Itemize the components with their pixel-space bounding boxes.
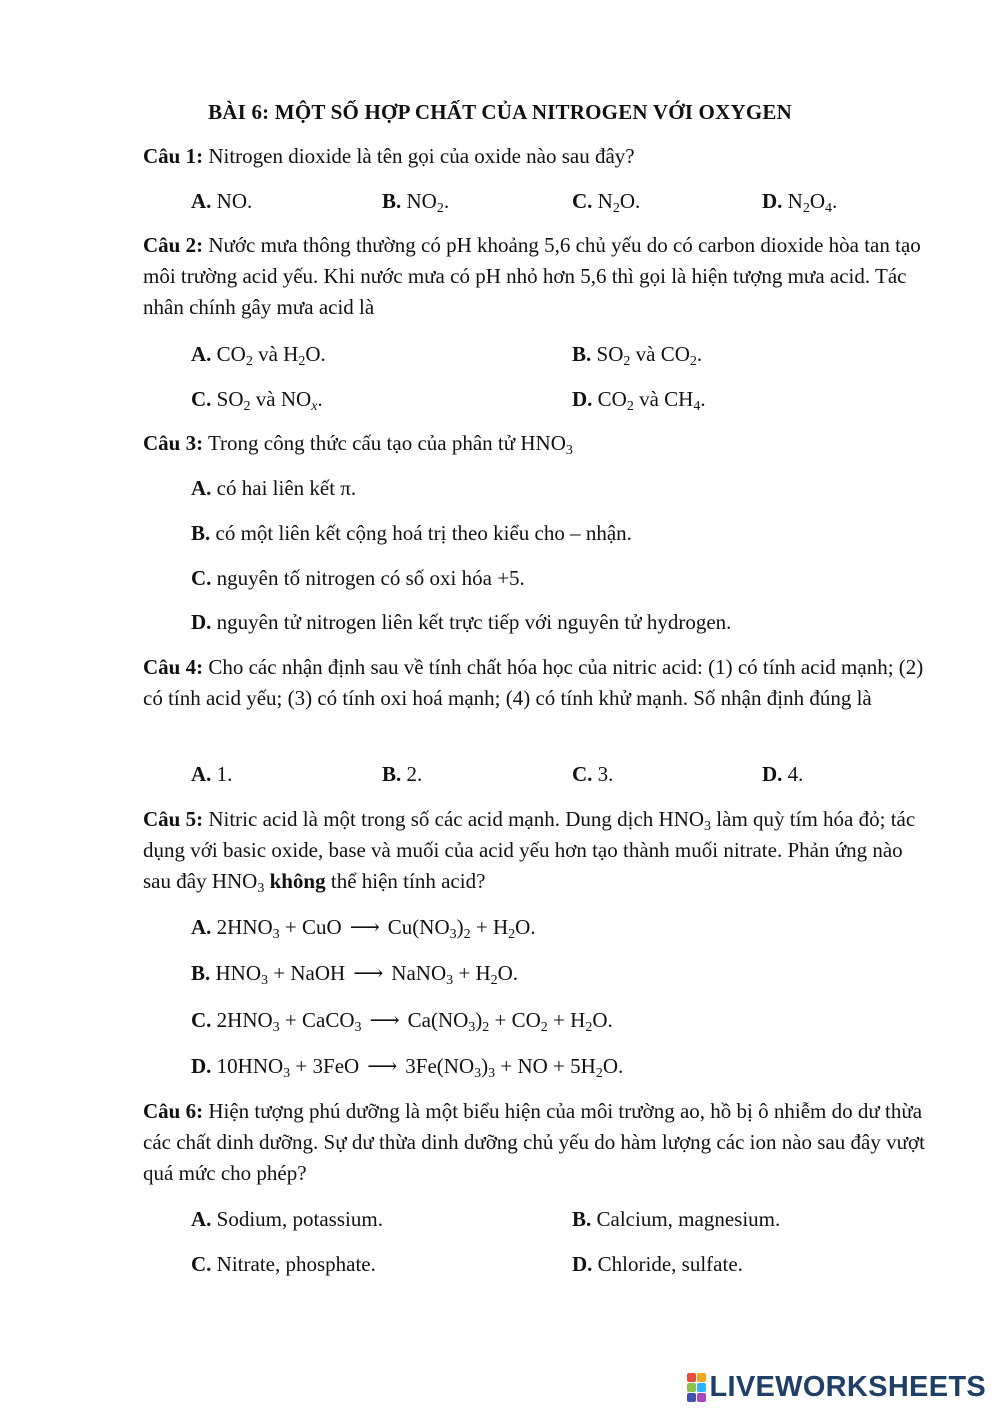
question-text: Nitrogen dioxide là tên gọi của oxide nào sau đây? [203, 144, 635, 168]
option-text: 4. [782, 762, 804, 786]
option-letter: C. [191, 387, 212, 411]
subscript: 3 [257, 881, 265, 896]
q1-option-a[interactable] [191, 187, 252, 215]
subscript: 2 [595, 1066, 603, 1081]
option-letter: B. [382, 189, 402, 213]
option-text: và H [252, 342, 299, 366]
option-letter: A. [191, 342, 212, 366]
option-letter: B. [191, 961, 211, 985]
option-text: 2. [401, 762, 423, 786]
q5-option-b[interactable] [191, 959, 518, 987]
subscript: 2 [298, 354, 306, 369]
question-text: Cho các nhận định sau về tính chất hóa học của nitric acid: (1) có tính acid mạnh; (2) có tính acid yếu; (3) có tính oxi hoá mạnh; (4) có tính khử mạnh. Số nhận định đúng là [143, 655, 924, 710]
option-text: + H [470, 915, 509, 939]
q3-option-c[interactable] [191, 564, 525, 592]
q2-option-d[interactable] [572, 385, 706, 413]
option-text: + NaOH [268, 961, 346, 985]
option-letter: A. [191, 476, 212, 500]
question-4 [143, 652, 928, 714]
q4-option-d[interactable] [762, 760, 803, 788]
logo-mark-square [687, 1383, 696, 1392]
subscript: 2 [626, 399, 634, 414]
option-text: O. [515, 915, 536, 939]
option-text: N [782, 189, 803, 213]
option-text: và CH [633, 387, 694, 411]
subscript: 2 [245, 354, 253, 369]
q1-option-c[interactable] [572, 187, 640, 215]
option-text: 1. [211, 762, 233, 786]
question-2 [143, 230, 928, 323]
q1-option-b[interactable] [382, 187, 449, 215]
option-text: O. [602, 1054, 624, 1078]
option-text: . [832, 189, 838, 213]
option-text: . [696, 342, 703, 366]
liveworksheets-logo[interactable] [687, 1370, 987, 1404]
option-text: Chloride, sulfate. [592, 1252, 743, 1276]
subscript: 3 [704, 819, 712, 834]
option-letter: A. [191, 762, 212, 786]
subscript: 3 [565, 443, 573, 458]
q4-option-b[interactable] [382, 760, 422, 788]
option-letter: D. [191, 1054, 212, 1078]
question-1 [143, 141, 928, 172]
option-text: nguyên tố nitrogen có số oxi hóa +5. [211, 566, 525, 590]
subscript: 3 [272, 1020, 280, 1035]
option-text: 3. [592, 762, 614, 786]
q5-option-a[interactable] [191, 913, 536, 941]
subscript: 2 [540, 1020, 548, 1035]
option-text: O. [305, 342, 326, 366]
option-letter: B. [191, 521, 211, 545]
option-text: + CaCO [279, 1008, 355, 1032]
option-letter: D. [572, 1252, 593, 1276]
question-6 [143, 1096, 928, 1189]
option-text: 10HNO [211, 1054, 284, 1078]
subscript: 2 [436, 201, 444, 216]
option-letter: D. [762, 762, 783, 786]
option-letter: B. [572, 342, 592, 366]
subscript: 3 [272, 927, 280, 942]
question-text: Nitric acid là một trong số các acid mạnh. Dung dịch HNO [203, 807, 705, 831]
option-text: O. [497, 961, 519, 985]
option-text: Calcium, magnesium. [591, 1207, 781, 1231]
subscript: 4 [693, 399, 701, 414]
q3-option-b[interactable] [191, 519, 632, 547]
q6-option-b[interactable] [572, 1205, 780, 1233]
option-text: + CO [489, 1008, 541, 1032]
option-text: SO [211, 387, 244, 411]
option-text: O [809, 189, 826, 213]
subscript: 3 [261, 973, 269, 988]
option-text: + H [453, 961, 491, 985]
question-3 [143, 428, 928, 459]
option-letter: A. [191, 1207, 212, 1231]
option-text: CO [592, 387, 627, 411]
q5-option-c[interactable] [191, 1006, 613, 1034]
option-text: N [592, 189, 613, 213]
question-label: Câu 3: [143, 431, 204, 455]
subscript: 2 [802, 201, 810, 216]
q1-option-d[interactable] [762, 187, 837, 215]
subscript: 3 [449, 927, 457, 942]
subscript: 2 [585, 1020, 593, 1035]
question-label: Câu 1: [143, 144, 204, 168]
subscript: 2 [508, 927, 516, 942]
subscript: 2 [482, 1020, 490, 1035]
option-text: NO. [211, 189, 253, 213]
arrow-icon: ⟶ [367, 1054, 398, 1078]
option-text: + 3FeO [290, 1054, 360, 1078]
option-letter: C. [191, 1252, 212, 1276]
option-text: NO [401, 189, 437, 213]
arrow-icon: ⟶ [369, 1008, 400, 1032]
subscript: 3 [446, 973, 454, 988]
subscript: 2 [490, 973, 498, 988]
option-text: + CuO [279, 915, 342, 939]
question-label: Câu 4: [143, 655, 204, 679]
subscript: 3 [474, 1066, 482, 1081]
subscript: x [311, 399, 318, 414]
subscript: 3 [283, 1066, 291, 1081]
subscript: 2 [612, 201, 620, 216]
option-text: HNO [210, 961, 262, 985]
question-text: Hiện tượng phú dưỡng là một biểu hiện của môi trường ao, hồ bị ô nhiễm do dư thừa các chất dinh dưỡng. Sự dư thừa dinh dưỡng chủ yếu do hàm lượng các ion nào sau đây vượt quá mức cho phép? [143, 1099, 925, 1185]
q2-option-c[interactable] [191, 385, 323, 413]
option-text: . [700, 387, 706, 411]
page-title: BÀI 6: MỘT SỐ HỢP CHẤT CỦA NITROGEN VỚI OXYGEN [208, 100, 792, 124]
option-letter: B. [572, 1207, 592, 1231]
question-label: Câu 5: [143, 807, 204, 831]
option-letter: D. [762, 189, 783, 213]
logo-mark-icon [687, 1373, 706, 1402]
option-letter: A. [191, 189, 212, 213]
subscript: 3 [354, 1020, 362, 1035]
logo-mark-square [697, 1373, 706, 1382]
subscript: 2 [689, 354, 697, 369]
question-5 [143, 804, 928, 897]
q6-option-d[interactable] [572, 1250, 743, 1278]
option-text: O. [592, 1008, 613, 1032]
q4-option-a[interactable] [191, 760, 232, 788]
logo-text: LIVEWORKSHEETS [709, 1370, 986, 1403]
logo-mark-square [687, 1393, 696, 1402]
subscript: 2 [243, 399, 251, 414]
option-text: SO [591, 342, 624, 366]
arrow-icon: ⟶ [349, 915, 380, 939]
q3-option-d[interactable] [191, 608, 731, 636]
question-label: Câu 6: [143, 1099, 204, 1123]
question-label: Câu 2: [143, 233, 204, 257]
emphasis-text: không [269, 869, 326, 893]
arrow-icon: ⟶ [353, 961, 384, 985]
option-text: Cu(NO [387, 915, 450, 939]
logo-mark-square [687, 1373, 696, 1382]
question-text: Trong công thức cấu tạo của phân tử HNO [203, 431, 566, 455]
q6-option-a[interactable] [191, 1205, 383, 1233]
subscript: 4 [825, 201, 833, 216]
option-text: Ca(NO [407, 1008, 469, 1032]
question-text: Nước mưa thông thường có pH khoảng 5,6 chủ yếu do có carbon dioxide hòa tan tạo môi trường acid yếu. Khi nước mưa có pH nhỏ hơn 5,6 thì gọi là hiện tượng mưa acid. Tác nhân chính gây mưa acid là [143, 233, 921, 319]
q3-option-a[interactable] [191, 474, 356, 502]
logo-mark-square [697, 1383, 706, 1392]
option-text: có một liên kết cộng hoá trị theo kiểu cho – nhận. [210, 521, 632, 545]
option-text: 2HNO [211, 915, 273, 939]
subscript: 3 [468, 1020, 476, 1035]
question-text: làm quỳ tím hóa đỏ; tác dụng với basic oxide, base và muối của acid yếu hơn tạo thành muối nitrate. Phản ứng nào sau đây HNO [143, 807, 916, 893]
option-text: nguyên tử nitrogen liên kết trực tiếp với nguyên tử hydrogen. [211, 610, 732, 634]
option-letter: C. [572, 189, 593, 213]
option-text: 3Fe(NO [405, 1054, 475, 1078]
option-letter: C. [191, 566, 212, 590]
option-text: 2HNO [211, 1008, 273, 1032]
option-text: + NO + 5H [495, 1054, 596, 1078]
logo-mark-square [697, 1393, 706, 1402]
option-text: NaNO [391, 961, 447, 985]
option-text: + H [547, 1008, 586, 1032]
option-text: có hai liên kết π. [211, 476, 357, 500]
option-letter: A. [191, 915, 212, 939]
subscript: 2 [623, 354, 631, 369]
option-text: ) [481, 1054, 489, 1078]
option-text: Sodium, potassium. [211, 1207, 383, 1231]
q6-option-c[interactable] [191, 1250, 376, 1278]
option-text: ) [456, 915, 464, 939]
option-letter: B. [382, 762, 402, 786]
option-text: . [443, 189, 450, 213]
option-text: ) [475, 1008, 483, 1032]
option-text: . [317, 387, 323, 411]
option-letter: C. [191, 1008, 212, 1032]
q2-option-b[interactable] [572, 340, 702, 368]
option-text: Nitrate, phosphate. [211, 1252, 376, 1276]
option-text: và CO [630, 342, 690, 366]
q4-option-c[interactable] [572, 760, 613, 788]
option-letter: C. [572, 762, 593, 786]
option-text: CO [211, 342, 246, 366]
q2-option-a[interactable] [191, 340, 326, 368]
q5-option-d[interactable] [191, 1052, 623, 1080]
question-text: thể hiện tính acid? [325, 869, 486, 893]
subscript: 3 [488, 1066, 496, 1081]
option-text: và NO [250, 387, 312, 411]
option-letter: D. [572, 387, 593, 411]
option-text: O. [619, 189, 641, 213]
subscript: 2 [463, 927, 471, 942]
option-letter: D. [191, 610, 212, 634]
